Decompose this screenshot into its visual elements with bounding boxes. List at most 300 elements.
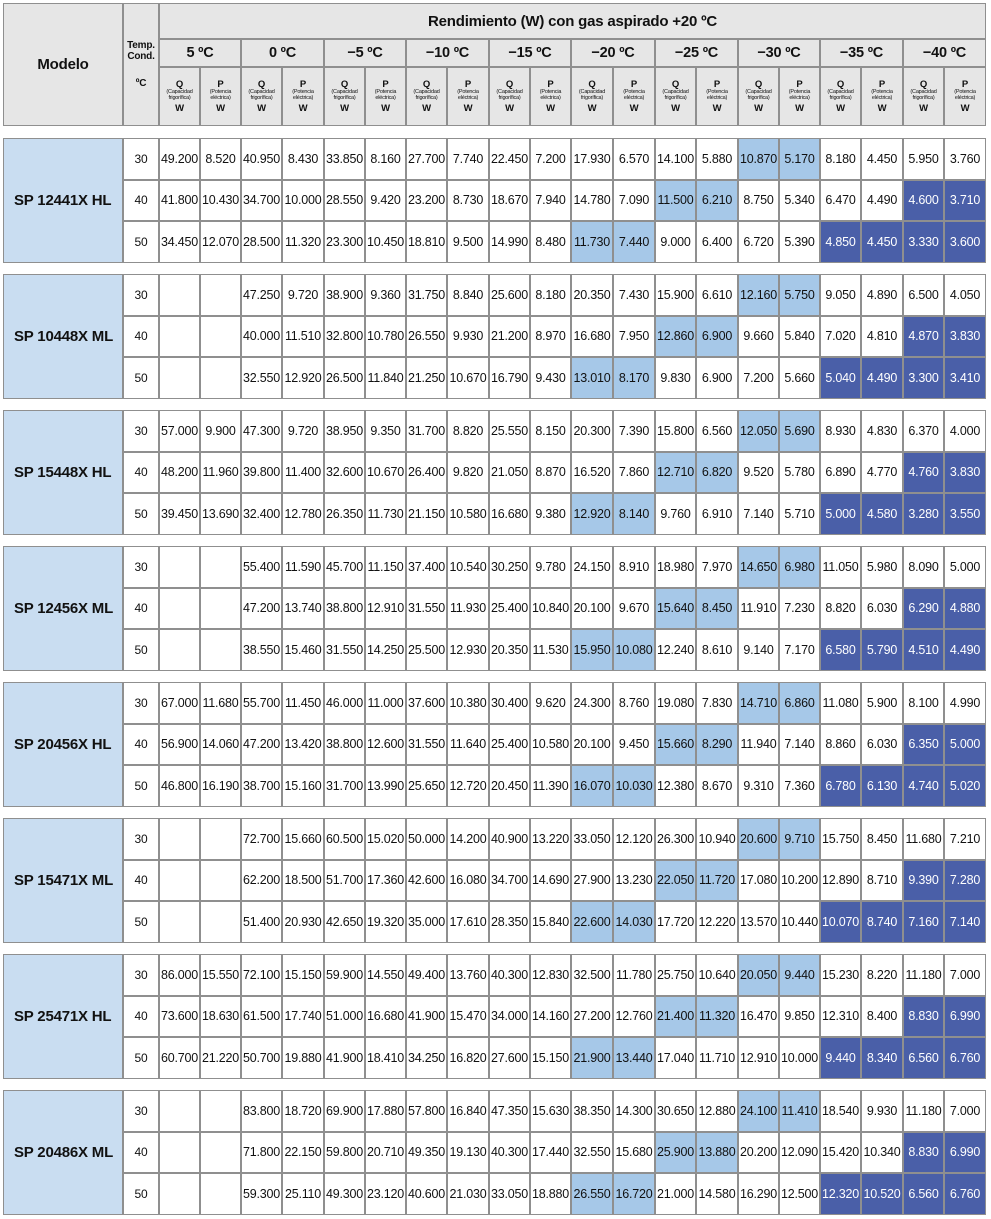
power-cell: 5.900 xyxy=(861,682,903,724)
p-power-header xyxy=(200,67,241,126)
capacity-cell: 25.650 xyxy=(406,765,447,807)
capacity-cell: 27.600 xyxy=(489,1037,530,1079)
capacity-cell: 30.400 xyxy=(489,682,530,724)
power-cell: 12.220 xyxy=(696,901,738,943)
capacity-cell: 22.600 xyxy=(571,901,613,943)
power-cell: 6.990 xyxy=(944,1132,986,1174)
power-cell: 7.740 xyxy=(447,138,489,180)
capacity-cell: 8.860 xyxy=(820,724,861,766)
p-label: P xyxy=(382,78,389,90)
capacity-cell: 11.910 xyxy=(738,588,779,630)
capacity-cell: 26.400 xyxy=(406,452,447,494)
power-cell: 20.710 xyxy=(365,1132,406,1174)
sub-label: (Potencia xyxy=(788,88,811,95)
power-cell: 12.780 xyxy=(282,493,324,535)
power-cell: 12.930 xyxy=(447,629,489,671)
capacity-cell: 4.870 xyxy=(903,316,944,358)
capacity-cell: 47.200 xyxy=(241,724,282,766)
power-cell: 7.830 xyxy=(696,682,738,724)
capacity-cell: 16.290 xyxy=(738,1173,779,1215)
power-cell: 8.290 xyxy=(696,724,738,766)
cond-temp-value: 30 xyxy=(123,410,159,452)
sub-label: eléctrica) xyxy=(706,95,728,101)
evap-temp-header: −5 ºC xyxy=(324,39,406,67)
capacity-cell: 31.700 xyxy=(324,765,365,807)
capacity-cell: 6.890 xyxy=(820,452,861,494)
capacity-cell: 59.800 xyxy=(324,1132,365,1174)
p-label: P xyxy=(961,78,969,90)
capacity-cell: 11.180 xyxy=(903,954,944,996)
capacity-cell: 59.300 xyxy=(241,1173,282,1215)
power-cell: 8.340 xyxy=(861,1037,903,1079)
capacity-cell: 8.820 xyxy=(820,588,861,630)
model-name: SP 20456X HL xyxy=(3,682,123,807)
capacity-cell xyxy=(159,860,200,902)
capacity-cell: 21.000 xyxy=(655,1173,696,1215)
power-cell: 5.170 xyxy=(779,138,820,180)
power-cell: 9.900 xyxy=(200,410,241,452)
capacity-cell: 15.230 xyxy=(820,954,861,996)
unit-w: W xyxy=(712,102,722,114)
capacity-cell: 6.580 xyxy=(820,629,861,671)
power-cell: 5.790 xyxy=(861,629,903,671)
cond-temp-value: 50 xyxy=(123,1173,159,1215)
capacity-cell: 16.680 xyxy=(571,316,613,358)
power-cell: 4.580 xyxy=(861,493,903,535)
capacity-cell: 26.300 xyxy=(655,818,696,860)
capacity-cell: 23.200 xyxy=(406,180,447,222)
power-cell xyxy=(200,860,241,902)
power-cell: 3.710 xyxy=(944,180,986,222)
power-cell: 11.780 xyxy=(613,954,655,996)
power-cell: 4.990 xyxy=(944,682,986,724)
capacity-cell: 26.350 xyxy=(324,493,365,535)
power-cell: 8.520 xyxy=(200,138,241,180)
capacity-cell: 15.800 xyxy=(655,410,696,452)
unit-w: W xyxy=(257,102,266,114)
power-cell: 12.920 xyxy=(282,357,324,399)
capacity-cell: 33.050 xyxy=(571,818,613,860)
capacity-cell: 32.600 xyxy=(324,452,365,494)
cond-temp-header xyxy=(123,3,159,126)
capacity-cell: 11.080 xyxy=(820,682,861,724)
power-cell: 7.390 xyxy=(613,410,655,452)
capacity-cell: 41.800 xyxy=(159,180,200,222)
power-cell: 5.710 xyxy=(779,493,820,535)
sub-label: (Potencia xyxy=(706,88,728,95)
capacity-cell: 33.850 xyxy=(324,138,365,180)
capacity-cell xyxy=(159,357,200,399)
capacity-cell: 42.600 xyxy=(406,860,447,902)
power-cell: 8.710 xyxy=(861,860,903,902)
capacity-cell: 20.300 xyxy=(571,410,613,452)
capacity-cell: 17.930 xyxy=(571,138,613,180)
unit-w: W xyxy=(463,102,473,114)
capacity-cell: 11.940 xyxy=(738,724,779,766)
evap-temp-header: −25 ºC xyxy=(655,39,738,67)
power-cell: 7.140 xyxy=(944,901,986,943)
capacity-cell: 12.860 xyxy=(655,316,696,358)
power-cell: 6.210 xyxy=(696,180,738,222)
power-cell: 11.400 xyxy=(282,452,324,494)
power-cell: 6.900 xyxy=(696,316,738,358)
p-power-header xyxy=(282,67,324,126)
capacity-cell: 72.700 xyxy=(241,818,282,860)
power-cell: 6.990 xyxy=(944,996,986,1038)
power-cell: 7.860 xyxy=(613,452,655,494)
power-cell: 17.610 xyxy=(447,901,489,943)
capacity-cell: 47.200 xyxy=(241,588,282,630)
capacity-cell: 20.600 xyxy=(738,818,779,860)
capacity-cell xyxy=(159,901,200,943)
sub-label: eléctrica) xyxy=(540,95,561,101)
capacity-cell: 86.000 xyxy=(159,954,200,996)
power-cell: 7.940 xyxy=(530,180,571,222)
power-cell: 11.840 xyxy=(365,357,406,399)
power-cell: 3.830 xyxy=(944,316,986,358)
capacity-cell: 50.700 xyxy=(241,1037,282,1079)
power-cell: 12.120 xyxy=(613,818,655,860)
power-cell: 14.160 xyxy=(530,996,571,1038)
power-cell: 13.760 xyxy=(447,954,489,996)
power-cell: 8.670 xyxy=(696,765,738,807)
power-cell: 16.080 xyxy=(447,860,489,902)
unit-w: W xyxy=(919,102,928,114)
capacity-cell: 61.500 xyxy=(241,996,282,1038)
power-cell: 14.550 xyxy=(365,954,406,996)
capacity-cell: 27.700 xyxy=(406,138,447,180)
capacity-cell: 46.800 xyxy=(159,765,200,807)
sub-label: (Potencia xyxy=(954,88,976,95)
capacity-cell: 15.950 xyxy=(571,629,613,671)
capacity-cell: 60.500 xyxy=(324,818,365,860)
capacity-cell: 6.560 xyxy=(903,1037,944,1079)
capacity-cell: 47.300 xyxy=(241,410,282,452)
capacity-cell: 5.950 xyxy=(903,138,944,180)
capacity-cell xyxy=(159,629,200,671)
power-cell: 6.030 xyxy=(861,724,903,766)
power-cell: 11.450 xyxy=(282,682,324,724)
capacity-cell: 7.140 xyxy=(738,493,779,535)
capacity-cell: 15.640 xyxy=(655,588,696,630)
p-label: P xyxy=(464,78,472,90)
capacity-cell: 31.750 xyxy=(406,274,447,316)
power-cell: 7.360 xyxy=(779,765,820,807)
model-column-header: Modelo xyxy=(3,3,123,126)
unit-w: W xyxy=(216,102,225,114)
sub-label: (Potencia xyxy=(457,88,479,95)
power-cell: 7.950 xyxy=(613,316,655,358)
capacity-cell xyxy=(159,1173,200,1215)
power-cell xyxy=(200,629,241,671)
capacity-cell: 40.300 xyxy=(489,954,530,996)
evap-temp-header: −40 ºC xyxy=(903,39,986,67)
capacity-cell: 38.700 xyxy=(241,765,282,807)
power-cell: 12.760 xyxy=(613,996,655,1038)
sub-label: (Potencia xyxy=(539,88,562,95)
capacity-cell: 9.310 xyxy=(738,765,779,807)
capacity-cell: 16.470 xyxy=(738,996,779,1038)
evap-temp-header: −30 ºC xyxy=(738,39,820,67)
capacity-cell: 28.500 xyxy=(241,221,282,263)
capacity-cell: 13.010 xyxy=(571,357,613,399)
p-power-header xyxy=(530,67,571,126)
capacity-cell: 19.080 xyxy=(655,682,696,724)
power-cell: 5.840 xyxy=(779,316,820,358)
power-cell: 6.860 xyxy=(779,682,820,724)
capacity-cell: 22.050 xyxy=(655,860,696,902)
sub-label: (Potencia xyxy=(871,88,893,95)
capacity-cell: 45.700 xyxy=(324,546,365,588)
power-cell: 15.660 xyxy=(282,818,324,860)
capacity-cell: 34.250 xyxy=(406,1037,447,1079)
power-cell: 4.770 xyxy=(861,452,903,494)
power-cell: 9.440 xyxy=(779,954,820,996)
power-cell: 5.980 xyxy=(861,546,903,588)
capacity-cell: 28.350 xyxy=(489,901,530,943)
evap-temp-header: −10 ºC xyxy=(406,39,489,67)
power-cell: 5.340 xyxy=(779,180,820,222)
power-cell: 4.490 xyxy=(861,180,903,222)
power-cell: 13.220 xyxy=(530,818,571,860)
power-cell: 12.830 xyxy=(530,954,571,996)
power-cell: 18.720 xyxy=(282,1090,324,1132)
power-cell: 10.840 xyxy=(530,588,571,630)
capacity-cell: 17.040 xyxy=(655,1037,696,1079)
q-label: Q xyxy=(754,78,763,90)
power-cell xyxy=(200,546,241,588)
capacity-cell: 22.450 xyxy=(489,138,530,180)
capacity-cell: 9.390 xyxy=(903,860,944,902)
capacity-cell: 24.300 xyxy=(571,682,613,724)
q-label: Q xyxy=(175,78,184,90)
sub-label: (Capacidad xyxy=(413,88,440,95)
capacity-cell: 40.300 xyxy=(489,1132,530,1174)
q-label: Q xyxy=(588,78,596,90)
capacity-cell: 11.730 xyxy=(571,221,613,263)
q-label: Q xyxy=(422,78,431,90)
power-cell xyxy=(200,357,241,399)
power-cell: 8.220 xyxy=(861,954,903,996)
power-cell: 9.420 xyxy=(365,180,406,222)
power-cell: 11.320 xyxy=(282,221,324,263)
power-cell: 9.930 xyxy=(861,1090,903,1132)
table-title: Rendimiento (W) con gas aspirado +20 ºC xyxy=(159,3,986,39)
capacity-cell: 11.180 xyxy=(903,1090,944,1132)
power-cell: 16.680 xyxy=(365,996,406,1038)
cond-temp-value: 30 xyxy=(123,138,159,180)
cond-temp-value: 50 xyxy=(123,629,159,671)
power-cell: 17.740 xyxy=(282,996,324,1038)
capacity-cell: 50.000 xyxy=(406,818,447,860)
power-cell: 18.880 xyxy=(530,1173,571,1215)
capacity-cell: 12.310 xyxy=(820,996,861,1038)
sub-label: eléctrica) xyxy=(210,95,231,101)
sub-label: (Potencia xyxy=(374,88,397,95)
power-cell: 15.460 xyxy=(282,629,324,671)
capacity-cell: 25.400 xyxy=(489,724,530,766)
capacity-cell: 72.100 xyxy=(241,954,282,996)
power-cell: 5.750 xyxy=(779,274,820,316)
power-cell: 15.150 xyxy=(282,954,324,996)
q-label: Q xyxy=(257,78,266,90)
capacity-cell xyxy=(159,1132,200,1174)
power-cell: 8.740 xyxy=(861,901,903,943)
sub-label: eléctrica) xyxy=(623,95,645,101)
capacity-cell: 12.160 xyxy=(738,274,779,316)
power-cell: 16.190 xyxy=(200,765,241,807)
sub-label: (Potencia xyxy=(292,88,314,95)
power-cell: 10.080 xyxy=(613,629,655,671)
capacity-cell: 32.500 xyxy=(571,954,613,996)
cond-temp-value: 50 xyxy=(123,765,159,807)
power-cell: 19.880 xyxy=(282,1037,324,1079)
power-cell: 10.200 xyxy=(779,860,820,902)
capacity-cell: 38.550 xyxy=(241,629,282,671)
power-cell: 13.690 xyxy=(200,493,241,535)
p-power-header xyxy=(779,67,820,126)
power-cell: 10.670 xyxy=(447,357,489,399)
cond-temp-value: 30 xyxy=(123,818,159,860)
power-cell: 10.670 xyxy=(365,452,406,494)
power-cell: 17.360 xyxy=(365,860,406,902)
power-cell: 4.050 xyxy=(944,274,986,316)
power-cell: 18.500 xyxy=(282,860,324,902)
power-cell: 7.230 xyxy=(779,588,820,630)
unit-w: W xyxy=(505,102,514,114)
unit-w: W xyxy=(546,102,555,114)
sub-label: (Capacidad xyxy=(745,88,772,95)
power-cell: 8.140 xyxy=(613,493,655,535)
sub-label: (Capacidad xyxy=(827,88,854,95)
capacity-cell: 20.200 xyxy=(738,1132,779,1174)
power-cell: 13.230 xyxy=(613,860,655,902)
capacity-cell: 12.920 xyxy=(571,493,613,535)
unit-w: W xyxy=(836,102,845,114)
capacity-cell xyxy=(159,274,200,316)
capacity-cell: 30.250 xyxy=(489,546,530,588)
capacity-cell: 25.550 xyxy=(489,410,530,452)
capacity-cell: 49.300 xyxy=(324,1173,365,1215)
capacity-cell: 39.450 xyxy=(159,493,200,535)
capacity-cell: 18.670 xyxy=(489,180,530,222)
power-cell: 14.250 xyxy=(365,629,406,671)
capacity-cell: 11.500 xyxy=(655,180,696,222)
power-cell: 9.820 xyxy=(447,452,489,494)
power-cell xyxy=(200,1173,241,1215)
power-cell: 14.690 xyxy=(530,860,571,902)
cond-temp-label: Temp. xyxy=(127,40,155,51)
p-label: P xyxy=(796,78,803,90)
capacity-cell: 27.200 xyxy=(571,996,613,1038)
power-cell: 5.390 xyxy=(779,221,820,263)
capacity-cell: 15.420 xyxy=(820,1132,861,1174)
sub-label: eléctrica) xyxy=(457,95,479,101)
capacity-cell: 41.900 xyxy=(324,1037,365,1079)
capacity-cell: 34.700 xyxy=(241,180,282,222)
unit-w: W xyxy=(960,102,970,114)
capacity-cell: 12.890 xyxy=(820,860,861,902)
power-cell: 11.680 xyxy=(200,682,241,724)
unit-w: W xyxy=(422,102,431,114)
power-cell: 4.490 xyxy=(861,357,903,399)
q-capacity-header xyxy=(241,67,282,126)
capacity-cell: 40.950 xyxy=(241,138,282,180)
capacity-cell: 51.000 xyxy=(324,996,365,1038)
capacity-cell: 14.780 xyxy=(571,180,613,222)
capacity-cell: 6.350 xyxy=(903,724,944,766)
capacity-cell: 6.370 xyxy=(903,410,944,452)
power-cell: 6.610 xyxy=(696,274,738,316)
power-cell: 15.840 xyxy=(530,901,571,943)
capacity-cell xyxy=(159,1090,200,1132)
capacity-cell: 12.710 xyxy=(655,452,696,494)
power-cell: 14.200 xyxy=(447,818,489,860)
power-cell: 3.410 xyxy=(944,357,986,399)
sub-label: (Capacidad xyxy=(331,88,358,95)
p-power-header xyxy=(861,67,903,126)
capacity-cell: 8.750 xyxy=(738,180,779,222)
power-cell: 4.450 xyxy=(861,138,903,180)
capacity-cell: 16.680 xyxy=(489,493,530,535)
power-cell: 10.580 xyxy=(447,493,489,535)
capacity-cell: 16.070 xyxy=(571,765,613,807)
capacity-cell: 55.700 xyxy=(241,682,282,724)
power-cell: 13.420 xyxy=(282,724,324,766)
capacity-cell: 34.000 xyxy=(489,996,530,1038)
power-cell: 7.000 xyxy=(944,954,986,996)
sub-label: frigorífica) xyxy=(168,95,191,101)
power-cell: 8.970 xyxy=(530,316,571,358)
capacity-cell: 51.700 xyxy=(324,860,365,902)
capacity-cell: 4.760 xyxy=(903,452,944,494)
capacity-cell: 73.600 xyxy=(159,996,200,1038)
power-cell: 10.430 xyxy=(200,180,241,222)
power-cell: 12.720 xyxy=(447,765,489,807)
power-cell: 19.320 xyxy=(365,901,406,943)
power-cell xyxy=(200,316,241,358)
evap-temp-header: 5 ºC xyxy=(159,39,241,67)
capacity-cell: 59.900 xyxy=(324,954,365,996)
cond-temp-value: 40 xyxy=(123,180,159,222)
power-cell: 8.180 xyxy=(530,274,571,316)
evap-temp-header: −35 ºC xyxy=(820,39,903,67)
sub-label: frigorífica) xyxy=(912,95,935,101)
power-cell: 3.830 xyxy=(944,452,986,494)
capacity-cell: 38.350 xyxy=(571,1090,613,1132)
power-cell: 7.200 xyxy=(530,138,571,180)
power-cell: 8.400 xyxy=(861,996,903,1038)
power-cell: 12.070 xyxy=(200,221,241,263)
capacity-cell: 25.750 xyxy=(655,954,696,996)
unit-w: W xyxy=(671,102,680,114)
p-power-header xyxy=(365,67,406,126)
power-cell: 11.320 xyxy=(696,996,738,1038)
power-cell: 7.280 xyxy=(944,860,986,902)
power-cell: 4.450 xyxy=(861,221,903,263)
capacity-cell: 20.100 xyxy=(571,724,613,766)
power-cell: 17.880 xyxy=(365,1090,406,1132)
sub-label: frigorífica) xyxy=(333,95,356,101)
power-cell: 18.630 xyxy=(200,996,241,1038)
capacity-cell: 40.600 xyxy=(406,1173,447,1215)
q-label: Q xyxy=(919,78,928,90)
q-label: Q xyxy=(505,78,514,90)
capacity-cell: 26.550 xyxy=(571,1173,613,1215)
unit-w: W xyxy=(795,102,804,114)
capacity-cell: 51.400 xyxy=(241,901,282,943)
sub-label: (Capacidad xyxy=(166,88,193,95)
